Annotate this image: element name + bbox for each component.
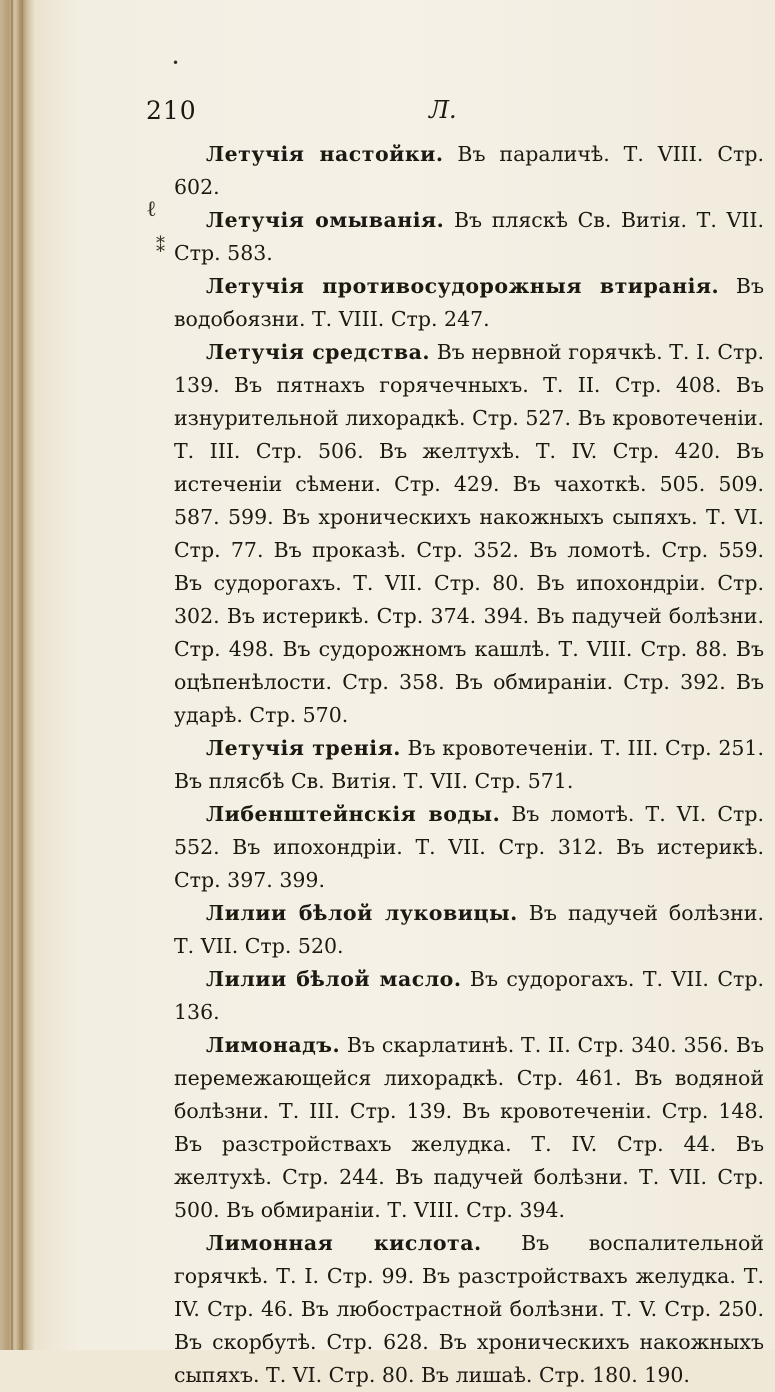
page-number: 210 bbox=[146, 96, 197, 125]
entry-references: Въ падучей болѣзни. Т. VII. Стр. 520. bbox=[174, 901, 764, 958]
index-entry bbox=[174, 897, 764, 963]
index-entry bbox=[174, 270, 764, 336]
index-entry bbox=[174, 1227, 764, 1392]
entry-references: Въ нервной горячкѣ. Т. I. Стр. 139. Въ пятнахъ горячечныхъ. Т. II. Стр. 408. Въ изнурительной лихорадкѣ. Стр. 527. Въ кровотеченіи. Т. III. Стр. 506. Въ желтухѣ. Т. IV. Стр. 420. Въ истеченіи сѣмени. Стр. 429. Въ чахоткѣ. 505. 509. 587. 599. Въ хроническихъ накожныхъ сыпяхъ. Т. VI. Стр. 77. Въ проказѣ. Стр. 352. Въ ломотѣ. Стр. 559. Въ судорогахъ. Т. VII. Стр. 80. Въ ипохондріи. Стр. 302. Въ истерикѣ. Стр. 374. 394. Въ падучей болѣзни. Стр. 498. Въ судорожномъ кашлѣ. Т. VIII. Стр. 88. Въ оцѣпенѣлости. Стр. 358. Въ обмираніи. Стр. 392. Въ ударѣ. Стр. 570. bbox=[174, 340, 764, 727]
entry-references: Въ параличѣ. Т. VIII. Стр. 602. bbox=[174, 142, 764, 199]
entry-references: Въ кровотеченіи. Т. III. Стр. 251. Въ плясбѣ Св. Витія. Т. VII. Стр. 571. bbox=[174, 736, 764, 793]
index-entry bbox=[174, 1029, 764, 1227]
entry-headword: Летучія тренія. bbox=[206, 736, 401, 760]
entry-headword: Летучія омыванія. bbox=[206, 208, 445, 232]
entry-references: Въ пляскѣ Св. Витія. Т. VII. Стр. 583. bbox=[174, 208, 765, 265]
book-binding-edge bbox=[0, 0, 34, 1350]
margin-pencil-mark: ℓ bbox=[146, 197, 157, 222]
entry-headword: Лилии бѣлой масло. bbox=[206, 967, 462, 991]
index-entry bbox=[174, 204, 764, 270]
entry-references: Въ ломотѣ. Т. VI. Стр. 552. Въ ипохондріи. Т. VII. Стр. 312. Въ истерикѣ. Стр. 397. 399. bbox=[174, 802, 764, 892]
margin-pencil-mark: ⁑ bbox=[156, 236, 165, 257]
binding-line bbox=[22, 0, 23, 1350]
index-entry bbox=[174, 798, 764, 897]
entry-references: Въ воспалительной горячкѣ. Т. I. Стр. 99. Въ разстройствахъ желудка. Т. IV. Стр. 46. Въ любострастной болѣзни. Т. V. Стр. 250. Въ скорбутѣ. Стр. 628. Въ хроническихъ накожныхъ сыпяхъ. Т. VI. Стр. 80. Въ лишаѣ. Стр. 180. 190. bbox=[174, 1231, 764, 1387]
ink-speck-mark: • bbox=[172, 56, 180, 70]
entry-headword: Лимонная кислота. bbox=[206, 1231, 482, 1255]
entry-headword: Лилии бѣлой луковицы. bbox=[206, 901, 518, 925]
entry-references: Въ судорогахъ. Т. VII. Стр. 136. bbox=[174, 967, 764, 1024]
index-entry bbox=[174, 963, 764, 1029]
entry-references: Въ водобоязни. Т. VIII. Стр. 247. bbox=[174, 274, 765, 331]
page-header bbox=[146, 96, 726, 132]
index-entry bbox=[174, 138, 764, 204]
entry-headword: Лимонадъ. bbox=[206, 1033, 341, 1057]
entry-headword: Летучія противосудорожныя втиранія. bbox=[206, 274, 720, 298]
entry-headword: Летучія настойки. bbox=[206, 142, 444, 166]
entry-headword: Летучія средства. bbox=[206, 340, 431, 364]
index-entries bbox=[174, 138, 764, 1392]
index-entry bbox=[174, 732, 764, 798]
binding-line bbox=[11, 0, 13, 1350]
index-entry bbox=[174, 336, 764, 732]
entry-headword: Либенштейнскія воды. bbox=[206, 802, 501, 826]
running-head-letter: Л. bbox=[429, 96, 457, 124]
entry-references: Въ скарлатинѣ. Т. II. Стр. 340. 356. Въ перемежающейся лихорадкѣ. Стр. 461. Въ водяной болѣзни. Т. III. Стр. 139. Въ кровотеченіи. Стр. 148. Въ разстройствахъ желудка. Т. IV. Стр. 44. Въ желтухѣ. Стр. 244. Въ падучей болѣзни. Т. VII. Стр. 500. Въ обмираніи. Т. VIII. Стр. 394. bbox=[174, 1033, 764, 1222]
